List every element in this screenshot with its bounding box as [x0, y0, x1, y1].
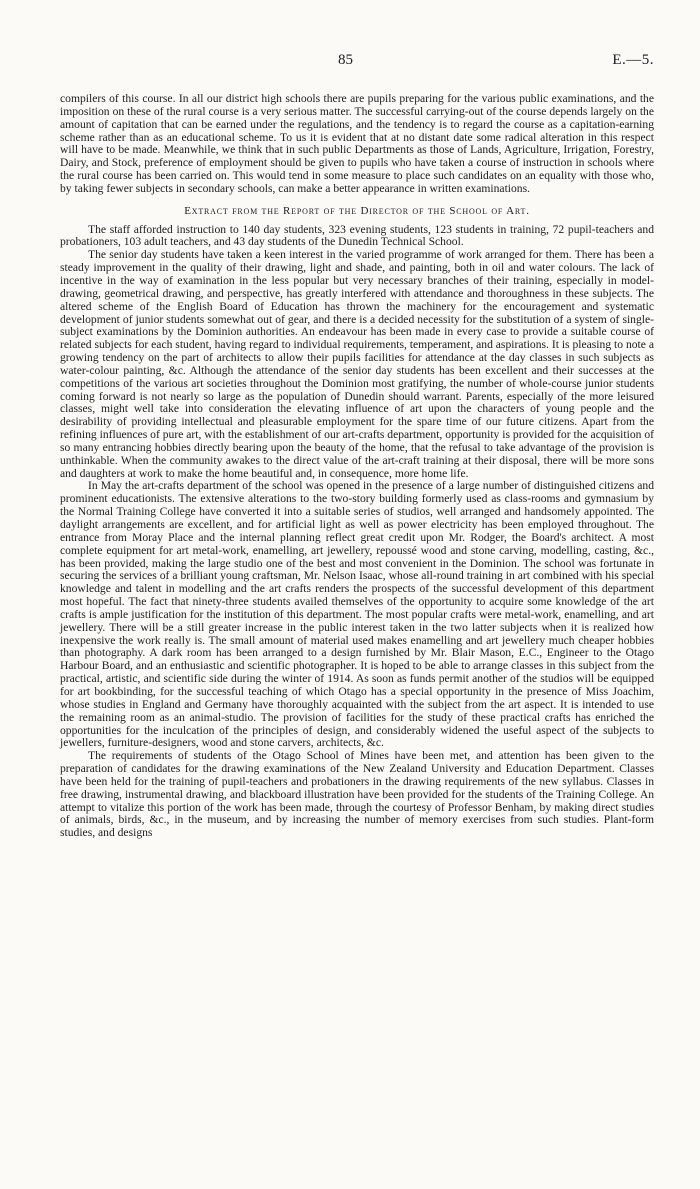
paragraph-art-crafts-department: In May the art-crafts department of the school was opened in the presence of a large number of distinguished citizens and prominent educationists. The extensive alterations to the two-story building formerly used as class-rooms and gymnasium by the Normal Training College have converted it into a suitable series of studios, well arranged and handsomely appointed. The daylight arrangements are excellent, and for artificial light as well as power electricity has been employed throughout. The entrance from Moray Place and the internal planning reflect great credit upon Mr. Rodger, the Board's architect. A most complete equipment for art metal-work, enamelling, art jewellery, repoussé wood and stone carving, modelling, casting, &c., has been provided, making the large studio one of the best and most convenient in the Dominion. The school was fortunate in securing the services of a brilliant young craftsman, Mr. Nelson Isaac, whose all-round training in art combined with his special knowledge and talent in modelling and the art crafts renders the prospects of the successful development of this department most hopeful. The fact that ninety-three students availed themselves of the opportunity to acquire some knowledge of the art crafts is ample justification for the institution of this department. The most popular crafts were metal-work, enamelling, and art jewellery. There will be a still greater increase in the public interest taken in the two latter subjects when it is realized how inexpensive the work really is. The small amount of material used makes enamelling and art jewellery much cheaper hobbies than photography. A dark room has been arranged to a design furnished by Mr. Blair Mason, E.C., Engineer to the Otago Harbour Board, and an enthusiastic and scientific photographer. It is hoped to be able to arrange classes in this subject from the practical, artistic, and scientific side during the winter of 1914. As soon as funds permit another of the studios will be equipped for art bookbinding, for the successful teaching of which Otago has a special opportunity in the presence of Miss Joachim, whose studies in England and Germany have thoroughly acquainted with the subject from the art aspect. It is intended to use the remaining room as an animal-studio. The provision of facilities for the study of these practical crafts has enriched the opportunities for the inculcation of the principles of design, and considerably widened the useful aspect of the subjects to jewellers, furniture-designers, wood and stone carvers, architects, &c. [60, 479, 654, 750]
paragraph-staff-instruction: The staff afforded instruction to 140 day students, 323 evening students, 123 students in training, 72 pupil-teachers and probationers, 103 adult teachers, and 43 day students of the Dunedin Technical School. [60, 222, 654, 249]
paragraph-senior-day-students: The senior day students have taken a keen interest in the varied programme of work arranged for them. There has been a steady improvement in the quality of their drawing, light and shade, and painting, both in oil and water colours. The lack of incentive in the way of examination in the less popular but very necessary branches of their training, especially in model-drawing, geometrical drawing, and perspective, has greatly interfered with attendance and thoroughness in these subjects. The altered scheme of the English Board of Education has thrown the machinery for the encouragement and systematic development of junior students somewhat out of gear, and there is a decided necessity for the substitution of a system of single-subject examinations by the Dominion authorities. An endeavour has been made in every case to provide a suitable course of related subjects for each student, having regard to individual requirements, temperament, and aspirations. It is pleasing to note a growing tendency on the part of architects to allow their pupils facilities for attendance at the day classes in such subjects as water-colour painting, &c. Although the attendance of the senior day students has been excellent and their successes at the competitions of the various art societies throughout the Dominion most gratifying, the number of whole-course junior students coming forward is not nearly so large as the population of Dunedin should warrant. Parents, especially of the more leisured classes, might well take into consideration the elevating influence of art upon the characters of young people and the desirability of providing intellectual and pleasurable employment for the spare time of our future citizens. Apart from the refining influences of pure art, with the establishment of our art-crafts department, opportunity is provided for the acquisition of so many entrancing hobbies directly bearing upon the beauty of the home, that the refusal to take advantage of the provision is unthinkable. When the community awakes to the direct value of the art-craft training at their disposal, there will be more sons and daughters at work to make the home beautiful and, in consequence, more home life. [60, 248, 654, 480]
section-heading: Extract from the Report of the Director of the School of Art. [184, 204, 530, 217]
page-header [0, 52, 700, 72]
series-code: E.—5. [612, 52, 654, 68]
body-text [60, 93, 654, 840]
page-number: 85 [338, 52, 353, 68]
paragraph-school-of-mines: The requirements of students of the Otago School of Mines have been met, and attention has been given to the preparation of candidates for the drawing examinations of the New Zealand University and Education Department. Classes have been held for the training of pupil-teachers and probationers in the drawing requirements of the new syllabus. Classes in free drawing, instrumental drawing, and blackboard illustration have been provided for the students of the Training College. An attempt to vitalize this portion of the work has been made, through the courtesy of Professor Benham, by making direct studies of animals, birds, &c., in the museum, and by increasing the number of memory exercises from such studies. Plant-form studies, and designs [60, 749, 654, 840]
intro-paragraph: compilers of this course. In all our district high schools there are pupils preparing for the various public examinations, and the imposition on these of the rural course is a very serious matter. The successful carrying-out of the course depends largely on the amount of capitation that can be earned under the regulations, and the tendency is to regard the course as a capitation-earning scheme rather than as an educational scheme. To us it is evident that at no distant date some radical alteration in this respect will have to be made. Meanwhile, we think that in such public Departments as those of Lands, Agriculture, Irrigation, Forestry, Dairy, and Stock, preference of employment should be given to pupils who have taken a course of instruction in schools where the rural course has been carried on. This would tend in some measure to place such candidates on an equality with those who, by taking fewer subjects in secondary schools, can make a better appearance in written examinations. [60, 92, 654, 195]
